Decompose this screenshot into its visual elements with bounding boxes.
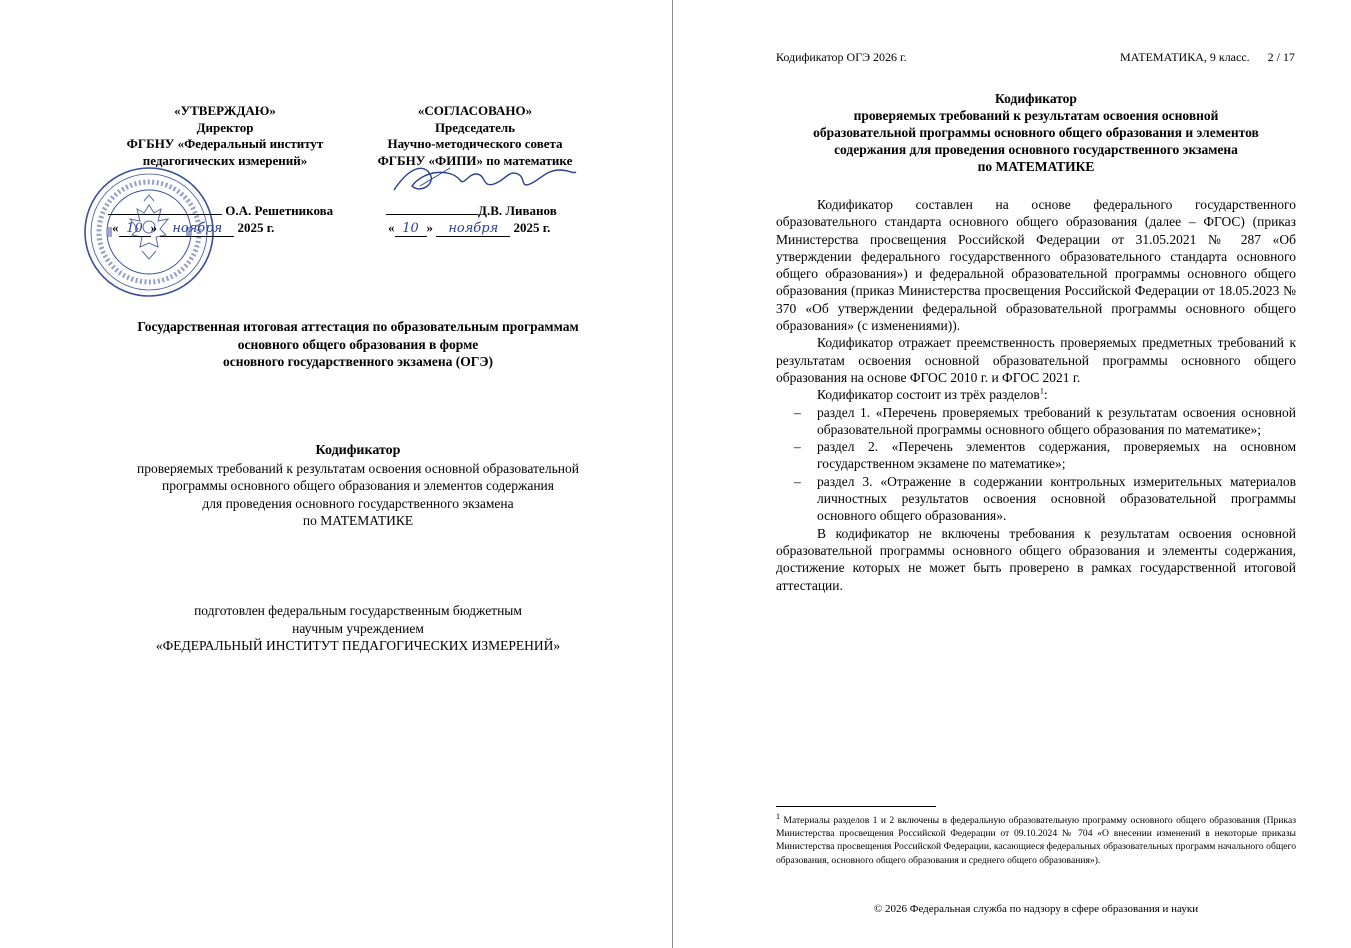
- paragraph-4: В кодификатор не включены требования к результатам освоения основной образовательной программы основного общего образования и элементы содержания, достижение которых не может быть проверено в рамках государственной итоговой аттестации.: [776, 525, 1296, 593]
- approve-heading: «УТВЕРЖДАЮ»: [174, 103, 276, 118]
- approve-date-month: ноября: [160, 221, 234, 237]
- list-dash: –: [794, 473, 801, 489]
- gia-title: [80, 318, 636, 371]
- footnote-text: Материалы разделов 1 и 2 включены в федеральную образовательную программу основного общего образования (Приказ Министерства просвещения Российской Федерации от 09.10.2024 № 704 «О внесении изменений в некоторые приказы Министерства просвещения Российской Федерации, касающиеся федеральных образовательных программ начального общего образования, основного общего образования и среднего общего образования»).: [776, 815, 1296, 866]
- agree-signature-blank: [386, 214, 478, 215]
- prepared-line1: подготовлен федеральным государственным бюджетным: [194, 603, 522, 618]
- agree-date-line: [388, 220, 550, 237]
- page-title-line2: проверяемых требований к результатам освоения основной: [853, 108, 1219, 123]
- agree-date-open-quote: «: [388, 220, 395, 235]
- approve-date-open-quote: «: [112, 220, 119, 235]
- approve-date-day: 10: [119, 221, 151, 237]
- list-item: [776, 404, 1296, 439]
- approve-signer: О.А. Решетникова: [225, 203, 334, 218]
- agree-date-year: 2025 г.: [513, 220, 551, 235]
- copyright-footer: © 2026 Федеральная служба по надзору в сфере образования и науки: [873, 903, 1199, 915]
- list-item-text: раздел 3. «Отражение в содержании контрольных измерительных материалов личностных результатов освоения основной образовательной программы основного общего образования».: [817, 473, 1296, 524]
- prepared-line3: «ФЕДЕРАЛЬНЫЙ ИНСТИТУТ ПЕДАГОГИЧЕСКИХ ИЗМЕРЕНИЙ»: [155, 638, 561, 653]
- list-item: [776, 438, 1296, 473]
- agree-block: [362, 103, 588, 169]
- footnote-rule: [776, 806, 936, 807]
- codifier-line4: по МАТЕМАТИКЕ: [302, 513, 414, 528]
- agree-position: Председатель: [434, 119, 516, 135]
- list-dash: –: [794, 439, 801, 455]
- page-title-line1: Кодификатор: [995, 91, 1077, 106]
- approve-date-close-quote: »: [150, 220, 157, 235]
- paragraph-3-text: Кодификатор состоит из трёх разделов: [817, 387, 1040, 403]
- footnote-mark: 1: [776, 811, 780, 821]
- agree-council-line1: Научно-методического совета: [387, 136, 563, 151]
- agree-council-line2: ФГБНУ «ФИПИ» по математике: [377, 152, 573, 168]
- paragraph-3: [776, 386, 1296, 403]
- agree-signer-line: [386, 203, 557, 219]
- paragraph-1: Кодификатор составлен на основе федерального государственного образовательного стандарта основного общего образования (далее – ФГОС) (приказ Министерства просвещения Российской Федерации от 31.05.2021 № 287 «Об утверждении федерального государственного образовательного стандарта основного общего образования») и федеральной образовательной программы основного общего образования (приказ Министерства просвещения Российской Федерации от 18.05.2023 № 370 «Об утверждении федеральной образовательной программы основного общего образования» (с изменениями)).: [776, 197, 1296, 334]
- agree-heading: «СОГЛАСОВАНО»: [417, 103, 533, 118]
- codifier-line2: программы основного общего образования и элементов содержания: [162, 478, 554, 493]
- list-item: [776, 473, 1296, 525]
- list-dash: –: [794, 404, 801, 420]
- page-number: 2 / 17: [1267, 50, 1295, 64]
- agree-date-close-quote: »: [426, 220, 433, 235]
- codifier-line1: проверяемых требований к результатам освоения основной образовательной: [137, 460, 579, 476]
- list-item-text: раздел 2. «Перечень элементов содержания, проверяемых на основном государственном экзамене по математике»;: [817, 439, 1296, 472]
- approve-date-year: 2025 г.: [237, 220, 275, 235]
- running-head-subject: МАТЕМАТИКА, 9 класс.: [1119, 50, 1250, 64]
- list-item-text: раздел 1. «Перечень проверяемых требований к результатам освоения основной образовательной программы основного общего образования по математике»;: [817, 404, 1296, 437]
- agree-date-month: ноября: [436, 221, 510, 237]
- paragraph-2: Кодификатор отражает преемственность проверяемых предметных требований к результатам освоения основной образовательной программы основного общего образования на основе ФГОС 2010 г. и ФГОС 2021 г.: [776, 335, 1296, 385]
- running-head-left: Кодификатор ОГЭ 2026 г.: [776, 50, 907, 64]
- agree-date-day: 10: [395, 221, 427, 237]
- footnote-ref[interactable]: 1: [1039, 386, 1044, 396]
- gia-title-line2: основного общего образования в форме: [237, 336, 479, 352]
- approve-signature-blank: [108, 214, 222, 215]
- prepared-by-block: [80, 602, 636, 655]
- approve-org-line2: педагогических измерений»: [142, 152, 308, 168]
- gia-title-line3: основного государственного экзамена (ОГЭ): [222, 354, 494, 369]
- footnote: [776, 811, 1296, 867]
- gia-title-line1: Государственная итоговая аттестация по образовательным программам: [137, 319, 579, 334]
- paragraph-3-colon: :: [1043, 387, 1048, 403]
- page-title-line4: содержания для проведения основного государственного экзамена: [834, 142, 1238, 157]
- approve-block: [108, 103, 342, 169]
- content-page: [676, 0, 1351, 948]
- approve-position: Директор: [196, 119, 254, 135]
- approve-signer-line: [108, 203, 333, 219]
- codifier-line3: для проведения основного государственного экзамена: [202, 495, 514, 511]
- codifier-title-block: [80, 442, 636, 530]
- agree-signer: Д.В. Ливанов: [478, 203, 557, 218]
- prepared-line2: научным учреждением: [292, 620, 424, 636]
- page-title-line5: по МАТЕМАТИКЕ: [977, 159, 1095, 174]
- running-head-right: [1120, 50, 1295, 65]
- codifier-heading: Кодификатор: [315, 443, 401, 458]
- approve-date-line: [112, 220, 274, 237]
- approve-org-line1: ФГБНУ «Федеральный институт: [126, 136, 324, 151]
- title-page: [0, 0, 672, 948]
- page-title: [776, 90, 1296, 175]
- body-text: [776, 196, 1296, 594]
- page-title-line3: образовательной программы основного общего образования и элементов: [813, 125, 1259, 140]
